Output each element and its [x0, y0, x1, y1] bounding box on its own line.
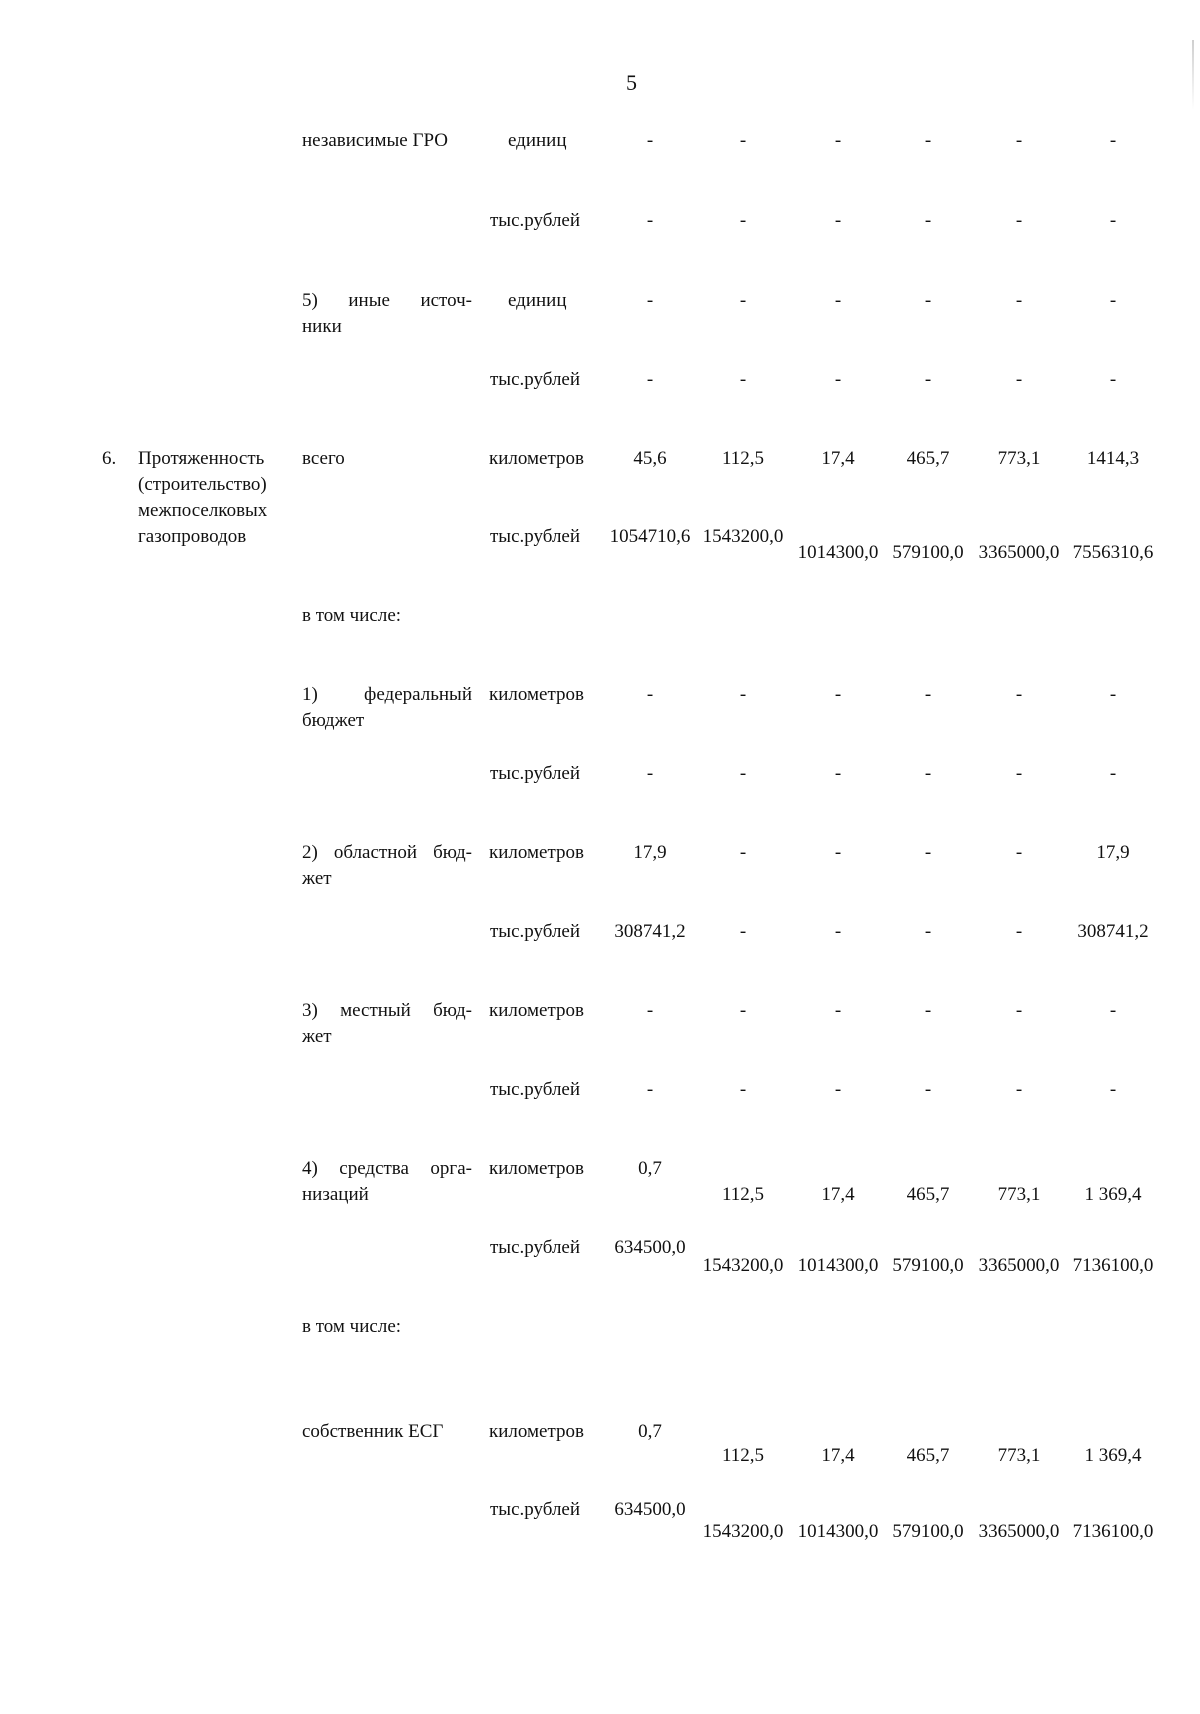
value-cell: - — [1015, 842, 1023, 863]
title-line: (строительство) — [138, 474, 267, 495]
including-heading: в том числе: — [302, 605, 402, 626]
value-cell: 1414,3 — [1086, 448, 1140, 469]
section-number: 6. — [102, 448, 117, 469]
title-line: межпоселковых — [138, 500, 268, 521]
page-number: 5 — [626, 70, 637, 95]
value-cell: - — [834, 1000, 842, 1021]
row-label-other-sources — [302, 288, 472, 340]
value-cell: 1014300,0 — [797, 1255, 879, 1276]
value-cell: 579100,0 — [892, 542, 964, 563]
value-cell: 112,5 — [721, 448, 765, 469]
value-cell: - — [834, 763, 842, 784]
value-cell: - — [739, 921, 747, 942]
value-cell: 112,5 — [721, 1445, 765, 1466]
value-cell: - — [739, 130, 747, 151]
label-line: жет — [302, 1026, 332, 1047]
value-cell: 17,9 — [633, 842, 667, 863]
value-cell: - — [1109, 290, 1117, 311]
value-cell: - — [646, 763, 654, 784]
value-cell: - — [1015, 1000, 1023, 1021]
value-cell: - — [739, 1079, 747, 1100]
value-cell: 45,6 — [633, 448, 667, 469]
value-cell: 773,1 — [997, 448, 1041, 469]
section-title — [138, 446, 267, 550]
unit-km: километров — [489, 1158, 584, 1179]
unit-thousand-rub: тыс.рублей — [490, 1079, 581, 1100]
unit-thousand-rub: тыс.рублей — [490, 921, 581, 942]
label-line — [302, 1156, 472, 1182]
value-cell: - — [1109, 130, 1117, 151]
row-label-gro: независимые ГРО — [302, 130, 448, 151]
title-line: Протяженность — [138, 448, 265, 469]
value-cell: 1543200,0 — [702, 526, 784, 547]
value-cell: 7136100,0 — [1072, 1521, 1154, 1542]
value-cell: 773,1 — [997, 1184, 1041, 1205]
value-cell: - — [646, 1079, 654, 1100]
row-label-oblast — [302, 840, 472, 892]
value-cell: - — [924, 842, 932, 863]
value-cell: - — [924, 290, 932, 311]
value-cell: - — [1015, 130, 1023, 151]
value-cell: 308741,2 — [1077, 921, 1149, 942]
value-cell: - — [739, 684, 747, 705]
value-cell: - — [739, 842, 747, 863]
value-cell: - — [924, 763, 932, 784]
value-cell: 579100,0 — [892, 1521, 964, 1542]
value-cell: 0,7 — [638, 1421, 662, 1442]
label-line: бюджет — [302, 710, 365, 731]
label-line — [302, 288, 472, 314]
row-label-federal — [302, 682, 472, 734]
value-cell: - — [1109, 210, 1117, 231]
value-cell: - — [1015, 1079, 1023, 1100]
value-cell: 3365000,0 — [978, 542, 1060, 563]
value-cell: 1 369,4 — [1084, 1445, 1142, 1466]
value-cell: - — [739, 369, 747, 390]
word: 3) — [302, 1000, 318, 1021]
value-cell: - — [924, 130, 932, 151]
value-cell: 465,7 — [906, 448, 950, 469]
row-label-owner-esg: собственник ЕСГ — [302, 1421, 444, 1442]
value-cell: 0,7 — [638, 1158, 662, 1179]
value-cell: - — [646, 210, 654, 231]
scan-edge-mark — [1192, 40, 1194, 110]
value-cell: - — [924, 684, 932, 705]
value-cell: - — [1015, 763, 1023, 784]
unit-units: единиц — [508, 130, 567, 151]
word: местный — [340, 1000, 411, 1021]
value-cell: 3365000,0 — [978, 1255, 1060, 1276]
value-cell: - — [1015, 921, 1023, 942]
value-cell: 1014300,0 — [797, 542, 879, 563]
total-label: всего — [302, 448, 345, 469]
value-cell: - — [1109, 763, 1117, 784]
value-cell: 17,9 — [1096, 842, 1130, 863]
value-cell: - — [1109, 369, 1117, 390]
label-line: ники — [302, 316, 342, 337]
row-label-local — [302, 998, 472, 1050]
value-cell: 7136100,0 — [1072, 1255, 1154, 1276]
value-cell: - — [646, 1000, 654, 1021]
value-cell: - — [1109, 684, 1117, 705]
unit-km: километров — [489, 1000, 584, 1021]
word: бюд- — [433, 1000, 472, 1021]
value-cell: 3365000,0 — [978, 1521, 1060, 1542]
unit-thousand-rub: тыс.рублей — [490, 526, 581, 547]
value-cell: - — [924, 1000, 932, 1021]
word: источ- — [420, 290, 472, 311]
value-cell: - — [834, 369, 842, 390]
value-cell: 1014300,0 — [797, 1521, 879, 1542]
unit-km: километров — [489, 842, 584, 863]
unit-thousand-rub: тыс.рублей — [490, 369, 581, 390]
value-cell: - — [646, 130, 654, 151]
value-cell: - — [834, 290, 842, 311]
value-cell: 773,1 — [997, 1445, 1041, 1466]
row-label-orgs — [302, 1156, 472, 1208]
value-cell: - — [1015, 684, 1023, 705]
label-line: низаций — [302, 1184, 369, 1205]
value-cell: 634500,0 — [614, 1499, 686, 1520]
unit-thousand-rub: тыс.рублей — [490, 210, 581, 231]
value-cell: 112,5 — [721, 1184, 765, 1205]
label-line — [302, 998, 472, 1024]
value-cell: - — [834, 210, 842, 231]
value-cell: - — [1109, 1079, 1117, 1100]
value-cell: - — [1015, 369, 1023, 390]
value-cell: - — [1109, 1000, 1117, 1021]
value-cell: 465,7 — [906, 1445, 950, 1466]
word: бюд- — [433, 842, 472, 863]
value-cell: - — [646, 684, 654, 705]
value-cell: 465,7 — [906, 1184, 950, 1205]
value-cell: - — [739, 210, 747, 231]
label-line — [302, 840, 472, 866]
label-line — [302, 682, 472, 708]
unit-km: километров — [489, 1421, 584, 1442]
unit-thousand-rub: тыс.рублей — [490, 1237, 581, 1258]
value-cell: - — [739, 290, 747, 311]
value-cell: - — [1015, 210, 1023, 231]
value-cell: 17,4 — [821, 1184, 855, 1205]
value-cell: 1 369,4 — [1084, 1184, 1142, 1205]
unit-thousand-rub: тыс.рублей — [490, 1499, 581, 1520]
including-heading-2: в том числе: — [302, 1316, 402, 1337]
value-cell: 634500,0 — [614, 1237, 686, 1258]
value-cell: 579100,0 — [892, 1255, 964, 1276]
value-cell: 7556310,6 — [1072, 542, 1154, 563]
unit-units: единиц — [508, 290, 567, 311]
value-cell: 17,4 — [821, 448, 855, 469]
title-line: газопроводов — [138, 526, 247, 547]
word: орга- — [430, 1158, 472, 1179]
word: 1) — [302, 684, 318, 705]
value-cell: - — [834, 684, 842, 705]
value-cell: 17,4 — [821, 1445, 855, 1466]
value-cell: - — [834, 1079, 842, 1100]
word: средства — [339, 1158, 409, 1179]
value-cell: - — [646, 369, 654, 390]
value-cell: - — [739, 763, 747, 784]
value-cell: - — [834, 130, 842, 151]
value-cell: 1543200,0 — [702, 1521, 784, 1542]
value-cell: - — [834, 921, 842, 942]
value-cell: 1054710,6 — [609, 526, 691, 547]
word: 4) — [302, 1158, 318, 1179]
word: 5) — [302, 290, 318, 311]
label-line: жет — [302, 868, 332, 889]
value-cell: 308741,2 — [614, 921, 686, 942]
word: иные — [348, 290, 390, 311]
word: областной — [333, 842, 418, 863]
unit-thousand-rub: тыс.рублей — [490, 763, 581, 784]
value-cell: - — [924, 921, 932, 942]
value-cell: - — [739, 1000, 747, 1021]
value-cell: 1543200,0 — [702, 1255, 784, 1276]
unit-km: километров — [489, 448, 584, 469]
word: 2) — [302, 842, 318, 863]
value-cell: - — [924, 369, 932, 390]
value-cell: - — [646, 290, 654, 311]
word: федеральный — [364, 684, 472, 705]
value-cell: - — [1015, 290, 1023, 311]
unit-km: километров — [489, 684, 584, 705]
value-cell: - — [834, 842, 842, 863]
value-cell: - — [924, 1079, 932, 1100]
value-cell: - — [924, 210, 932, 231]
